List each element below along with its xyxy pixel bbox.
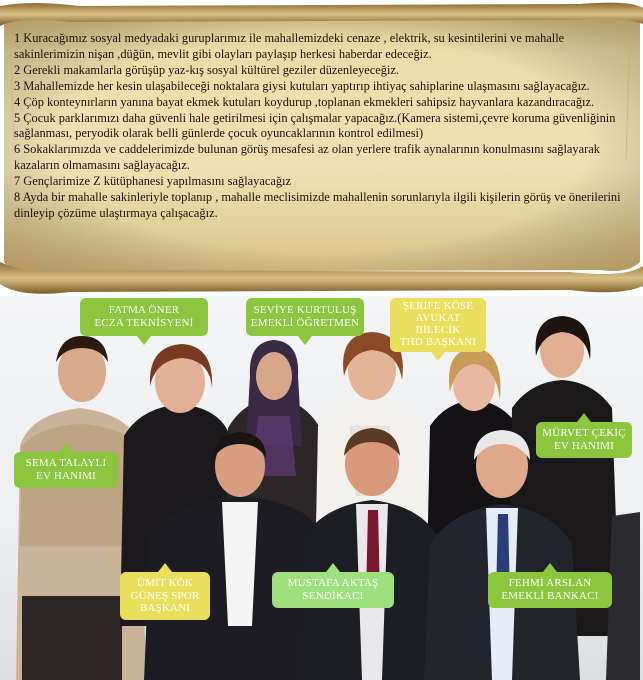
label-murvet-role: EV HANIMI <box>554 439 614 452</box>
label-fehmi-name: FEHMİ ARSLAN <box>508 577 592 589</box>
plan-item-5: 5 Çocuk parklarımızı daha güvenli hale getirilmesi için çalışmalar yapacağız.(Kamera sistemi,çevre koruma güvenliğinin sağlanması, peryodik olarak belli günlerde çocuk oyuncaklarının kontrol edilmesi) <box>14 110 616 141</box>
parchment-scroll <box>0 0 643 296</box>
plan-item-6: 6 Sokaklarımızda ve caddelerimizde bulunan görüş mesafesi az olan yerlere trafik aynalarının konulmasını sağlayarak kazaların olmamasını sağlayacağız. <box>14 142 600 173</box>
label-sema-name: SEMA TALAYLI <box>25 457 107 469</box>
label-mustafa-role: SENDİKACI <box>302 589 364 602</box>
label-mustafa <box>272 572 394 608</box>
label-sema-role: EV HANIMI <box>36 469 96 482</box>
label-serife-name: ŞERİFE KÖSE <box>402 300 474 312</box>
label-umit-name: ÜMİT KÖK <box>136 577 194 589</box>
group-photo-illustration <box>0 296 643 680</box>
label-seviye-role: EMEKLİ ÖĞRETMEN <box>250 316 360 329</box>
plan-item-8: 8 Ayda bir mahalle sakinleriyle toplanıp , mahalle meclisimizde mahallenin sorunlarıyla ilgili kişilerin görüş ve önerilerini dinleyip çözüme ulaştırmaya çalışacağız. <box>14 190 621 220</box>
group-photo <box>0 296 643 680</box>
label-murvet-name: MÜRVET ÇEKİÇ <box>542 427 626 439</box>
label-serife-city: BİLECİK <box>415 324 461 336</box>
label-fatma <box>80 298 208 336</box>
label-seviye <box>246 298 364 336</box>
label-serife <box>390 298 486 352</box>
plan-item-1: 1 Kuracağımız sosyal medyadaki guruplarımız ile mahallemizdeki cenaze , elektrik, su kesintilerini ve mahalle sakinlerimizin nişan ,düğün, mevlit gibi olayları paylaşıp herkesi haberdar edeceğiz. <box>14 31 565 61</box>
label-umit <box>120 572 210 620</box>
label-fehmi <box>488 572 612 608</box>
plan-item-3: 3 Mahallemizde her kesin ulaşabileceği noktalara giysi kutuları yaptırıp ihtiyaç sahiplarine ulaşmasını sağlayacağız. <box>14 78 590 93</box>
label-sema <box>14 452 118 488</box>
plan-item-4: 4 Çöp konteynırların yanına bayat ekmek kutuları koydurup ,toplanan ekmekleri sahipsiz hayvanlara kazandıracağız. <box>14 94 595 109</box>
label-fatma-role: ECZA TEKNİSYENİ <box>94 316 194 329</box>
label-fatma-name: FATMA ÖNER <box>108 304 180 316</box>
label-serife-title: THD BAŞKANI <box>399 336 477 348</box>
label-umit-title: BAŞKANI <box>139 602 191 614</box>
label-murvet <box>536 422 632 458</box>
label-fehmi-role: EMEKLİ BANKACI <box>501 589 599 602</box>
label-serife-role: AVUKAT <box>415 312 461 324</box>
label-mustafa-name: MUSTAFA AKTAŞ <box>287 577 379 589</box>
plan-list <box>14 31 636 222</box>
label-umit-club: GÜNEŞ SPOR <box>130 589 200 602</box>
plan-item-7: 7 Gençlarimize Z kütüphanesi yapılmasını sağlayacağız <box>14 174 291 189</box>
plan-item-2: 2 Gerekli makamlarla görüşüp yaz-kış sosyal kültürel geziler düzenleyeceğiz. <box>14 62 399 77</box>
label-seviye-name: SEVİYE KURTULUŞ <box>253 304 357 316</box>
